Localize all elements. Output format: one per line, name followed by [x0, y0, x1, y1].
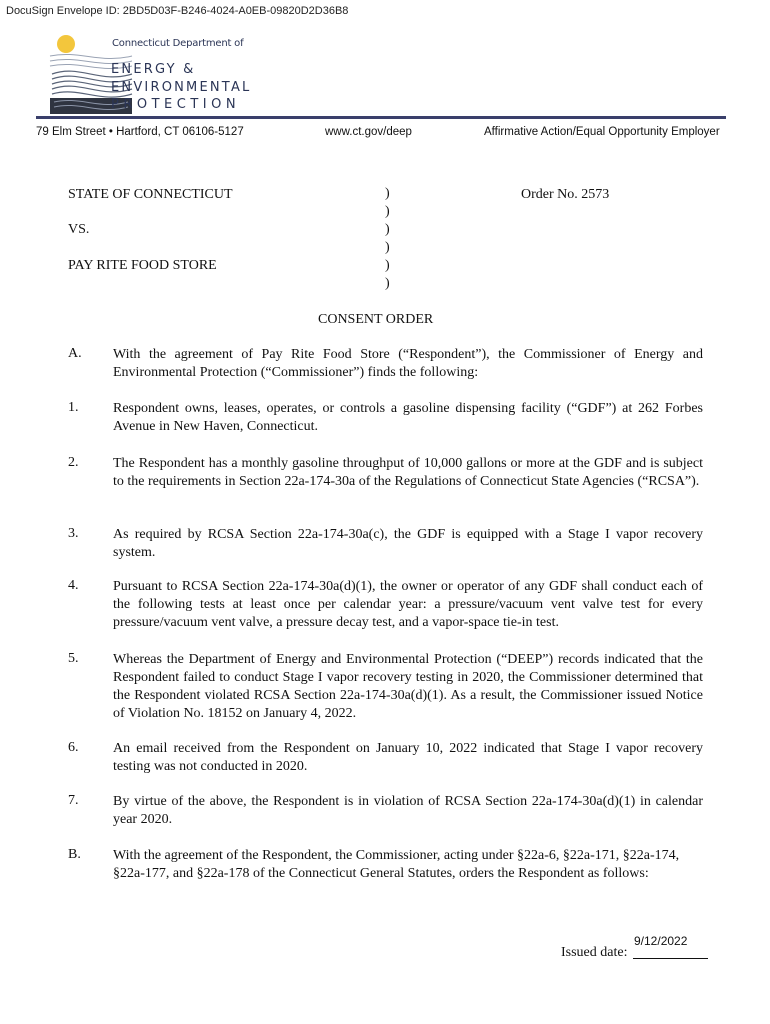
para-number: 6.: [68, 740, 79, 755]
logo-dept-text: Connecticut Department of: [112, 38, 244, 49]
para-text: With the agreement of Pay Rite Food Store (“Respondent”), the Commissioner of Energy and Environmental Protection (“Commissioner”) finds the following:: [113, 347, 703, 380]
para-number: B.: [68, 847, 81, 862]
website: www.ct.gov/deep: [325, 126, 412, 138]
para-text: With the agreement of the Respondent, the Commissioner, acting under §22a-6, §22a-171, §22a-174, §22a-177, and §22a-178 of the Connecticut General Statutes, orders the Respondent as follows:: [113, 848, 680, 881]
para-text: By virtue of the above, the Respondent is in violation of RCSA Section 22a-174-30a(d)(1) in calendar year 2020.: [113, 794, 703, 827]
caption-paren: ): [385, 186, 390, 201]
caption-paren: ): [385, 258, 390, 273]
para-number: 2.: [68, 455, 79, 470]
logo-line-1: ENERGY &: [111, 62, 196, 77]
caption-vs: VS.: [68, 222, 90, 237]
caption-paren: ): [385, 240, 390, 255]
para-number: 7.: [68, 793, 79, 808]
para-text: An email received from the Respondent on January 10, 2022 indicated that Stage I vapor recovery testing was not conducted in 2020.: [113, 741, 703, 774]
issued-date-value: 9/12/2022: [634, 934, 688, 948]
para-text: As required by RCSA Section 22a-174-30a(c), the GDF is equipped with a Stage I vapor recovery system.: [113, 527, 703, 560]
para-number: 4.: [68, 578, 79, 593]
para-number: 1.: [68, 400, 79, 415]
para-number: A.: [68, 346, 82, 361]
para-number: 5.: [68, 651, 79, 666]
caption-paren: ): [385, 222, 390, 237]
caption-paren: ): [385, 204, 390, 219]
caption-party-2: PAY RITE FOOD STORE: [68, 258, 217, 273]
order-number: Order No. 2573: [521, 187, 610, 202]
document-title: CONSENT ORDER: [318, 312, 434, 327]
para-number: 3.: [68, 526, 79, 541]
address: 79 Elm Street • Hartford, CT 06106-5127: [36, 126, 244, 138]
para-text: The Respondent has a monthly gasoline throughput of 10,000 gallons or more at the GDF and is subject to the requirements in Section 22a-174-30a of the Regulations of Connecticut State Agencies (“RCSA”).: [113, 456, 703, 489]
para-text: Pursuant to RCSA Section 22a-174-30a(d)(1), the owner or operator of any GDF shall conduct each of the following tests at least once per calendar year: a pressure/vacuum vent valve test for every pressure/vacuum vent valve, a pressure decay test, and a vapor-space tie-in test.: [113, 579, 703, 630]
header-rule: [36, 116, 726, 119]
employer-statement: Affirmative Action/Equal Opportunity Employer: [484, 126, 720, 138]
logo-line-2: ENVIRONMENTAL: [111, 80, 252, 95]
envelope-id: DocuSign Envelope ID: 2BD5D03F-B246-4024-A0EB-09820D2D36B8: [6, 5, 349, 17]
para-text: Whereas the Department of Energy and Environmental Protection (“DEEP”) records indicated that the Respondent failed to conduct Stage I vapor recovery testing in 2020, the Commissioner determined that the Respondent violated RCSA Section 22a-174-30a(d)(1). As a result, the Commissioner issued Notice of Violation No. 18152 on January 4, 2022.: [113, 652, 703, 721]
caption-paren: ): [385, 276, 390, 291]
issued-date-line: [633, 958, 708, 959]
para-text: Respondent owns, leases, operates, or controls a gasoline dispensing facility (“GDF”) at 262 Forbes Avenue in New Haven, Connecticut.: [113, 401, 703, 434]
caption-party-1: STATE OF CONNECTICUT: [68, 187, 233, 202]
issued-date-label: Issued date:: [561, 945, 628, 960]
logo-line-3: PROTECTION: [111, 97, 241, 112]
